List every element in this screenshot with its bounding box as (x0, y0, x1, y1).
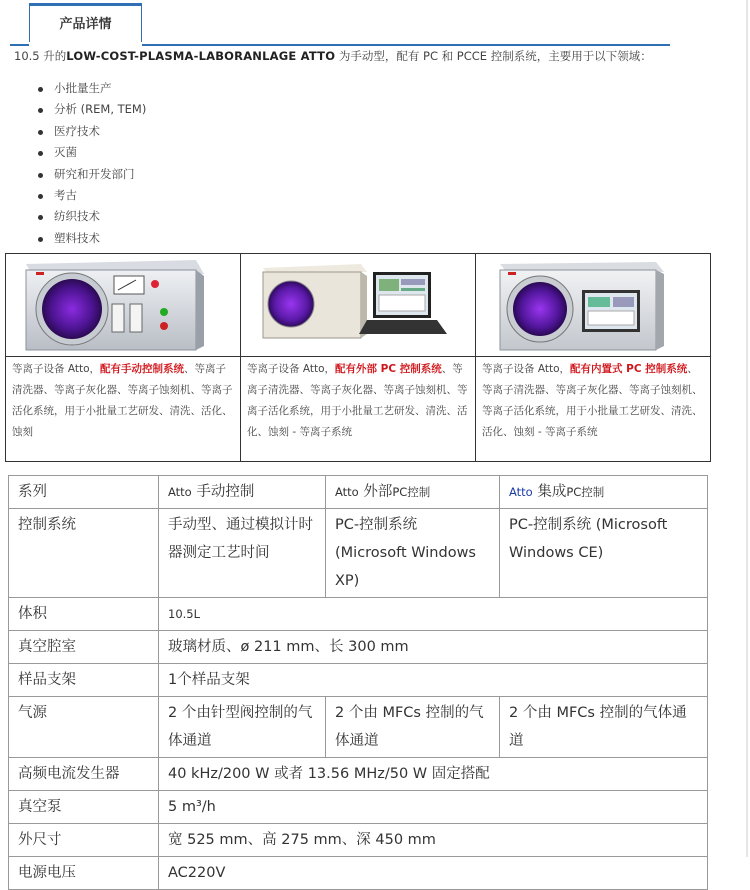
table-cell: 手动型、通过模拟计时器测定工艺时间 (159, 509, 326, 598)
row-label: 系列 (9, 476, 159, 509)
table-row (9, 664, 708, 697)
product-card-external-pc (241, 254, 476, 461)
row-label: 控制系统 (9, 509, 159, 598)
series-brand: Atto (335, 485, 359, 499)
table-cell: AC220V (159, 857, 708, 890)
list-item: 灭菌 (38, 142, 146, 163)
table-row (9, 509, 708, 598)
tab-active-gap (29, 42, 142, 46)
list-item: 分析 (REM, TEM) (38, 99, 146, 120)
series-type: 手动控制 (191, 484, 255, 500)
table-cell: 10.5L (159, 598, 708, 631)
desc-prefix: 等离子设备 Atto， (247, 363, 335, 375)
desc-prefix: 等离子设备 Atto， (482, 363, 570, 375)
series-brand: Atto (168, 485, 192, 499)
table-row (9, 631, 708, 664)
table-row (9, 697, 708, 758)
row-label: 电源电压 (9, 857, 159, 890)
desc-suffix: 、等离子清洗器、等离子灰化器、等离子蚀刻机、等离子活化系统，用于小批量工艺研发、清洗、活化、蚀刻 - 等离子系统 (247, 363, 468, 438)
list-item: 塑料技术 (38, 228, 146, 249)
desc-prefix: 等离子设备 Atto， (12, 363, 100, 375)
application-list (38, 78, 146, 249)
product-image-integrated-pc[interactable] (476, 254, 710, 357)
series-brand: Atto (509, 485, 533, 499)
product-card-integrated-pc (476, 254, 710, 461)
row-label: 体积 (9, 598, 159, 631)
intro-suffix: 为手动型，配有 PC 和 PCCE 控制系统，主要用于以下领域： (335, 49, 652, 63)
table-cell: PC-控制系统 (Microsoft Windows XP) (326, 509, 500, 598)
product-image-manual[interactable] (6, 254, 240, 357)
series-integrated (500, 476, 708, 509)
table-cell: 2 个由针型阀控制的气体通道 (159, 697, 326, 758)
list-item: 纺织技术 (38, 206, 146, 227)
list-item: 研究和开发部门 (38, 164, 146, 185)
product-image-external-pc[interactable] (241, 254, 475, 357)
intro-text (14, 48, 652, 64)
table-row (9, 476, 708, 509)
list-item: 小批量生产 (38, 78, 146, 99)
list-item: 医疗技术 (38, 121, 146, 142)
desc-highlight: 配有内置式 PC 控制系统 (570, 363, 688, 375)
table-cell: 2 个由 MFCs 控制的气体通道 (500, 697, 708, 758)
table-cell: 宽 525 mm、高 275 mm、深 450 mm (159, 824, 708, 857)
desc-highlight: 配有手动控制系统 (100, 363, 184, 375)
product-description (12, 359, 236, 443)
intro-prefix: 10.5 升的 (14, 49, 67, 63)
series-suffix: PC控制 (392, 485, 431, 499)
row-label: 真空腔室 (9, 631, 159, 664)
table-row (9, 824, 708, 857)
series-external (326, 476, 500, 509)
row-label: 高频电流发生器 (9, 758, 159, 791)
series-type: 集成 (532, 484, 567, 500)
tab-product-details[interactable]: 产品详情 (29, 3, 142, 43)
desc-suffix: 、等离子清洗器、等离子灰化器、等离子蚀刻机、等离子活化系统，用于小批量工艺研发、清洗、活化、蚀刻 - 等离子系统 (482, 363, 703, 438)
desc-highlight: 配有外部 PC 控制系统 (335, 363, 442, 375)
series-manual (159, 476, 326, 509)
row-label: 真空泵 (9, 791, 159, 824)
table-cell: 玻璃材质、ø 211 mm、长 300 mm (159, 631, 708, 664)
list-item: 考古 (38, 185, 146, 206)
table-cell: 2 个由 MFCs 控制的气体通道 (326, 697, 500, 758)
table-cell: 40 kHz/200 W 或者 13.56 MHz/50 W 固定搭配 (159, 758, 708, 791)
scrollbar-track[interactable] (746, 0, 748, 857)
row-label: 气源 (9, 697, 159, 758)
product-description (482, 359, 706, 443)
spec-table (8, 475, 708, 890)
table-row (9, 598, 708, 631)
table-cell: PC-控制系统 (Microsoft Windows CE) (500, 509, 708, 598)
series-suffix: PC控制 (566, 485, 605, 499)
table-cell: 5 m³/h (159, 791, 708, 824)
product-description (247, 359, 471, 443)
row-label: 外尺寸 (9, 824, 159, 857)
product-grid (5, 253, 711, 462)
table-row (9, 758, 708, 791)
intro-product-name: LOW-COST-PLASMA-LABORANLAGE ATTO (66, 49, 336, 63)
table-row (9, 791, 708, 824)
table-row (9, 857, 708, 890)
table-cell: 1个样品支架 (159, 664, 708, 697)
series-type: 外部 (358, 484, 393, 500)
row-label: 样品支架 (9, 664, 159, 697)
desc-suffix: 、等离子清洗器、等离子灰化器、等离子蚀刻机、等离子活化系统，用于小批量工艺研发、清洗、活化、蚀刻 (12, 363, 233, 438)
product-card-manual (6, 254, 241, 461)
